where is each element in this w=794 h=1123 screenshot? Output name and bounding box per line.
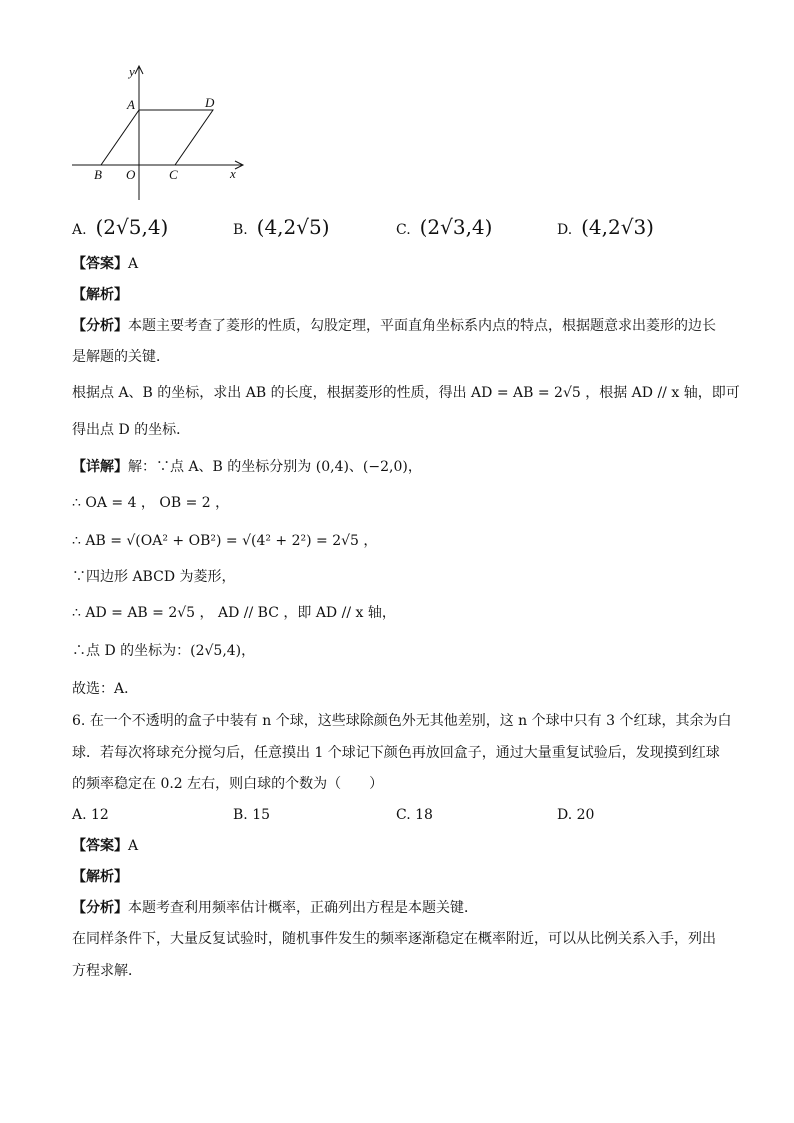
q5-answer: 【答案】A: [72, 256, 139, 272]
q5-analysis-tag: 【解析】: [72, 287, 128, 303]
rhombus-figure: [66, 62, 256, 212]
q5-detail-line6: ∴点 D 的坐标为：(2√5,4)，: [72, 643, 256, 659]
label-x: x: [230, 166, 236, 181]
q5-fenxi-line2: 是解题的关键．: [72, 349, 170, 365]
q6-body-line1: 在同样条件下，大量反复试验时，随机事件发生的频率逐渐稳定在概率附近，可以从比例关系入手，列出: [72, 931, 716, 947]
q5-detail-line3: ∴ AB = √(OA² + OB²) = √(4² + 2²) = 2√5 ，: [72, 533, 378, 549]
q5-detail-line5: ∴ AD = AB = 2√5 ， AD // BC ，即 AD // x 轴，: [72, 605, 396, 621]
label-o: O: [126, 167, 136, 182]
q5-body-line1: 根据点 A、B 的坐标，求出 AB 的长度，根据菱形的性质，得出 AD = AB = 2√5 ，根据 AD // x 轴，即可: [72, 385, 740, 401]
q5-option-c: C. (2√3,4): [396, 215, 493, 239]
q5-option-b: B. (4,2√5): [233, 215, 330, 239]
q5-option-d: D. (4,2√3): [557, 215, 654, 239]
label-y: y: [129, 64, 135, 79]
q6-line1: 6. 在一个不透明的盒子中装有 n 个球，这些球除颜色外无其他差别，这 n 个球中只有 3 个红球，其余为白: [72, 713, 732, 729]
q6-option-c: C. 18: [396, 807, 433, 823]
q6-fenxi: 【分析】本题考查利用频率估计概率，正确列出方程是本题关键．: [72, 900, 478, 916]
label-c: C: [169, 167, 178, 182]
q5-choose: 故选：A．: [72, 681, 139, 697]
q6-answer: 【答案】A: [72, 838, 139, 854]
q5-detail-line2: ∴ OA = 4 ， OB = 2 ，: [72, 495, 230, 511]
q6-option-a: A. 12: [72, 807, 109, 823]
q5-fenxi-line1: 【分析】本题主要考查了菱形的性质，勾股定理，平面直角坐标系内点的特点，根据题意求出菱形的边长: [72, 318, 716, 334]
q5-body-line2: 得出点 D 的坐标．: [72, 422, 191, 438]
label-a: A: [127, 97, 135, 112]
q6-line3: 的频率稳定在 0.2 左右，则白球的个数为（ ）: [72, 776, 384, 792]
q6-analysis-tag: 【解析】: [72, 869, 128, 885]
label-d: D: [205, 95, 215, 110]
rhombus-abcd: [101, 110, 213, 165]
q6-option-b: B. 15: [233, 807, 271, 823]
q5-detail-line1: 【详解】解：∵点 A、B 的坐标分别为 (0,4)、(−2,0)，: [72, 459, 422, 475]
label-b: B: [94, 167, 102, 182]
q6-line2: 球．若每次将球充分搅匀后，任意摸出 1 个球记下颜色再放回盒子，通过大量重复试验后，发现摸到红球: [72, 745, 720, 761]
q6-option-d: D. 20: [557, 807, 595, 823]
q5-option-a: A. (2√5,4): [72, 215, 169, 239]
q6-body-line2: 方程求解．: [72, 963, 142, 979]
q5-detail-line4: ∵四边形 ABCD 为菱形，: [72, 569, 236, 585]
